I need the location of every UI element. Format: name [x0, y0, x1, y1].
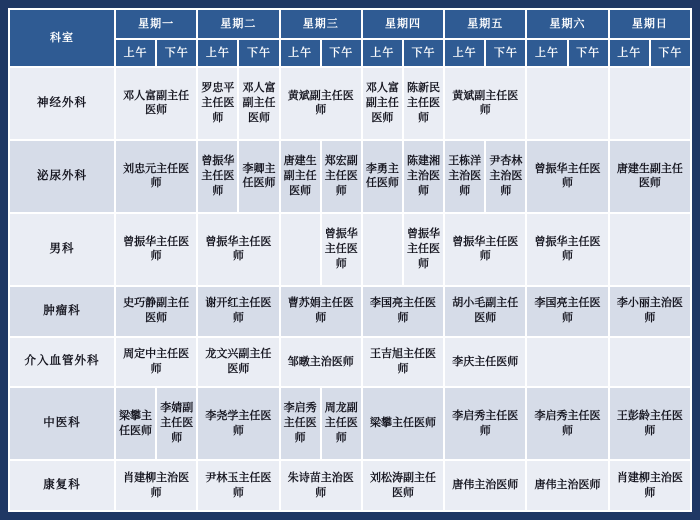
- schedule-row: [9, 213, 691, 286]
- schedule-cell: 李国亮主任医师: [362, 286, 444, 337]
- schedule-cell: 李卿主任医师: [238, 140, 279, 213]
- schedule-cell: 刘忠元主任医师: [115, 140, 197, 213]
- schedule-cell: 陈建湘主治医师: [403, 140, 444, 213]
- schedule-cell: [609, 67, 691, 140]
- schedule-cell: 曾振华主任医师: [526, 140, 608, 213]
- schedule-cell: 王栋洋主治医师: [444, 140, 485, 213]
- am-header: 上午: [444, 39, 485, 67]
- schedule-header: [9, 9, 691, 67]
- corner-header-dept: 科室: [9, 9, 115, 67]
- day-header: 星期日: [609, 9, 691, 39]
- schedule-cell: 曾振华主任医师: [197, 140, 238, 213]
- am-header: 上午: [362, 39, 403, 67]
- schedule-cell: 黄斌副主任医师: [280, 67, 362, 140]
- schedule-cell: 梁攀主任医师: [362, 387, 444, 460]
- schedule-cell: [609, 337, 691, 388]
- schedule-row: [9, 387, 691, 460]
- schedule-row: [9, 140, 691, 213]
- schedule-cell: 罗忠平主任医师: [197, 67, 238, 140]
- schedule-cell: 曹苏娟主任医师: [280, 286, 362, 337]
- schedule-row: [9, 67, 691, 140]
- dept-header: 中医科: [9, 387, 115, 460]
- dept-header: 男科: [9, 213, 115, 286]
- day-header: 星期四: [362, 9, 444, 39]
- schedule-table: [8, 8, 692, 512]
- schedule-cell: 李启秀主任医师: [444, 387, 526, 460]
- schedule-cell: 唐伟主治医师: [444, 460, 526, 511]
- day-header: 星期六: [526, 9, 608, 39]
- am-header: 上午: [115, 39, 156, 67]
- dept-header: 神经外科: [9, 67, 115, 140]
- schedule-cell: 李小丽主治医师: [609, 286, 691, 337]
- schedule-cell: 李婧副主任医师: [156, 387, 197, 460]
- schedule-row: [9, 337, 691, 388]
- schedule-row: [9, 460, 691, 511]
- schedule-cell: 王彭龄主任医师: [609, 387, 691, 460]
- schedule-cell: 李勇主任医师: [362, 140, 403, 213]
- schedule-cell: 胡小毛副主任医师: [444, 286, 526, 337]
- pm-header: 下午: [485, 39, 526, 67]
- schedule-cell: 朱诗苗主治医师: [280, 460, 362, 511]
- day-header: 星期一: [115, 9, 197, 39]
- pm-header: 下午: [238, 39, 279, 67]
- schedule-cell: 邓人富副主任医师: [115, 67, 197, 140]
- dept-header: 肿瘤科: [9, 286, 115, 337]
- schedule-cell: 曾振华主任医师: [197, 213, 279, 286]
- am-header: 上午: [609, 39, 650, 67]
- schedule-cell: 尹林玉主任医师: [197, 460, 279, 511]
- schedule-cell: 李启秀主任医师: [280, 387, 321, 460]
- schedule-cell: 谢开红主任医师: [197, 286, 279, 337]
- schedule-cell: 李国亮主任医师: [526, 286, 608, 337]
- am-header: 上午: [280, 39, 321, 67]
- dept-header: 泌尿外科: [9, 140, 115, 213]
- pm-header: 下午: [321, 39, 362, 67]
- pm-header: 下午: [650, 39, 691, 67]
- dept-header: 康复科: [9, 460, 115, 511]
- day-header: 星期三: [280, 9, 362, 39]
- day-header: 星期五: [444, 9, 526, 39]
- schedule-cell: 周龙副主任医师: [321, 387, 362, 460]
- schedule-cell: [526, 67, 608, 140]
- schedule-cell: 梁攀主任医师: [115, 387, 156, 460]
- schedule-cell: 邹暾主治医师: [280, 337, 362, 388]
- schedule-cell: 曾振华主任医师: [444, 213, 526, 286]
- schedule-cell: 李尧学主任医师: [197, 387, 279, 460]
- dept-header: 介入血管外科: [9, 337, 115, 388]
- schedule-cell: 曾振华主任医师: [321, 213, 362, 286]
- day-header: 星期二: [197, 9, 279, 39]
- schedule-row: [9, 286, 691, 337]
- schedule-cell: 曾振华主任医师: [115, 213, 197, 286]
- schedule-cell: 肖建柳主治医师: [609, 460, 691, 511]
- schedule-cell: [609, 213, 691, 286]
- schedule-cell: 肖建柳主治医师: [115, 460, 197, 511]
- schedule-cell: [362, 213, 403, 286]
- schedule-cell: 郑宏副主任医师: [321, 140, 362, 213]
- pm-header: 下午: [568, 39, 609, 67]
- schedule-cell: 唐建生副主任医师: [609, 140, 691, 213]
- schedule-cell: 曾振华主任医师: [526, 213, 608, 286]
- pm-header: 下午: [403, 39, 444, 67]
- schedule-cell: [280, 213, 321, 286]
- schedule-cell: 唐建生副主任医师: [280, 140, 321, 213]
- schedule-cell: 邓人富副主任医师: [238, 67, 279, 140]
- schedule-cell: 史巧静副主任医师: [115, 286, 197, 337]
- schedule-cell: 陈新民主任医师: [403, 67, 444, 140]
- schedule-cell: 李启秀主任医师: [526, 387, 608, 460]
- schedule-cell: 周定中主任医师: [115, 337, 197, 388]
- schedule-cell: 邓人富副主任医师: [362, 67, 403, 140]
- schedule-cell: [526, 337, 608, 388]
- schedule-cell: 王吉旭主任医师: [362, 337, 444, 388]
- schedule-cell: 刘松涛副主任医师: [362, 460, 444, 511]
- schedule-body: [9, 67, 691, 511]
- schedule-cell: 黄斌副主任医师: [444, 67, 526, 140]
- am-header: 上午: [197, 39, 238, 67]
- pm-header: 下午: [156, 39, 197, 67]
- schedule-cell: 尹杏林主治医师: [485, 140, 526, 213]
- schedule-cell: 李庆主任医师: [444, 337, 526, 388]
- schedule-cell: 龙文兴副主任医师: [197, 337, 279, 388]
- am-header: 上午: [526, 39, 567, 67]
- schedule-cell: 曾振华主任医师: [403, 213, 444, 286]
- schedule-cell: 唐伟主治医师: [526, 460, 608, 511]
- day-header-row: [9, 9, 691, 39]
